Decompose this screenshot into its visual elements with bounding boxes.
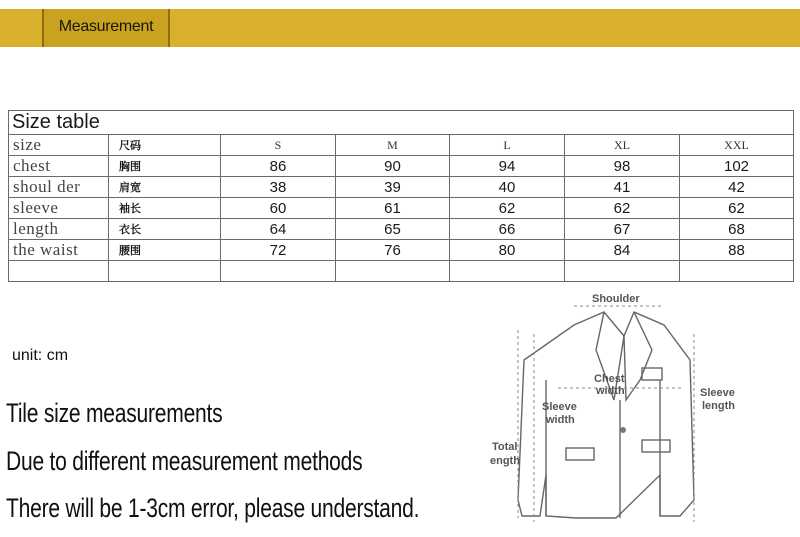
table-cell: 88 xyxy=(680,240,794,261)
table-cell: 40 xyxy=(450,177,565,198)
empty-cell xyxy=(221,261,336,282)
size-header-cell: XXL xyxy=(680,135,794,156)
size-header-cell: M xyxy=(336,135,450,156)
table-cell: 64 xyxy=(221,219,336,240)
table-cell: 60 xyxy=(221,198,336,219)
row-label-cn: 衣长 xyxy=(109,219,221,240)
empty-cell xyxy=(565,261,680,282)
table-cell: 84 xyxy=(565,240,680,261)
table-cell: 98 xyxy=(565,156,680,177)
row-label-cn: 肩宽 xyxy=(109,177,221,198)
table-row xyxy=(9,219,794,240)
row-label-cn: 尺码 xyxy=(109,135,221,156)
row-label-en: chest xyxy=(9,156,109,177)
size-table-title-row xyxy=(9,111,794,135)
sleeve-length-label: Sleeve xyxy=(700,387,735,399)
shoulder-label: Shoulder xyxy=(592,293,640,305)
table-cell: 38 xyxy=(221,177,336,198)
table-cell: 65 xyxy=(336,219,450,240)
note-line: Tile size measurements xyxy=(6,398,223,428)
row-label-en: shoul der xyxy=(9,177,109,198)
table-cell: 62 xyxy=(680,198,794,219)
total-length-label: Total xyxy=(492,441,518,453)
header-tab xyxy=(42,9,170,47)
header-banner xyxy=(0,9,800,47)
table-cell: 67 xyxy=(565,219,680,240)
table-cell: 76 xyxy=(336,240,450,261)
row-label-cn: 袖长 xyxy=(109,198,221,219)
note-line: Due to different measurement methods xyxy=(6,446,363,476)
empty-cell xyxy=(336,261,450,282)
sleeve-width-label: Sleeve xyxy=(542,401,577,413)
table-cell: 90 xyxy=(336,156,450,177)
table-cell: 42 xyxy=(680,177,794,198)
total-length-label-2: ength xyxy=(490,455,520,467)
row-label-en: length xyxy=(9,219,109,240)
table-row xyxy=(9,177,794,198)
sleeve-width-label-2: width xyxy=(546,414,575,426)
table-cell: 66 xyxy=(450,219,565,240)
table-cell: 39 xyxy=(336,177,450,198)
row-label-cn: 腰围 xyxy=(109,240,221,261)
table-row xyxy=(9,198,794,219)
row-label-en: the waist xyxy=(9,240,109,261)
row-label-cn: 胸围 xyxy=(109,156,221,177)
table-cell: 41 xyxy=(565,177,680,198)
table-cell: 102 xyxy=(680,156,794,177)
size-header-cell: S xyxy=(221,135,336,156)
empty-cell xyxy=(450,261,565,282)
table-cell: 62 xyxy=(450,198,565,219)
table-cell: 72 xyxy=(221,240,336,261)
size-header-row xyxy=(9,135,794,156)
empty-cell xyxy=(9,261,109,282)
chest-label-2: width xyxy=(596,385,625,397)
note-line: There will be 1-3cm error, please understand. xyxy=(6,493,420,523)
size-table-title: Size table xyxy=(9,111,794,135)
button-dot xyxy=(620,427,626,433)
table-cell: 61 xyxy=(336,198,450,219)
empty-cell xyxy=(109,261,221,282)
size-header-cell: XL xyxy=(565,135,680,156)
table-cell: 68 xyxy=(680,219,794,240)
row-label-en: sleeve xyxy=(9,198,109,219)
chest-label: Chest xyxy=(594,373,625,385)
size-table xyxy=(8,110,794,282)
empty-cell xyxy=(680,261,794,282)
table-cell: 62 xyxy=(565,198,680,219)
table-row xyxy=(9,156,794,177)
unit-label: unit: cm xyxy=(12,347,69,364)
empty-table-row xyxy=(9,261,794,282)
size-header-cell: L xyxy=(450,135,565,156)
jacket-outline xyxy=(518,312,694,518)
table-cell: 86 xyxy=(221,156,336,177)
page-title: Measurement xyxy=(58,18,154,35)
jacket-measurement-diagram xyxy=(484,290,800,537)
table-cell: 94 xyxy=(450,156,565,177)
sleeve-length-label-2: length xyxy=(702,400,735,412)
row-label-en: size xyxy=(9,135,109,156)
table-cell: 80 xyxy=(450,240,565,261)
table-row xyxy=(9,240,794,261)
